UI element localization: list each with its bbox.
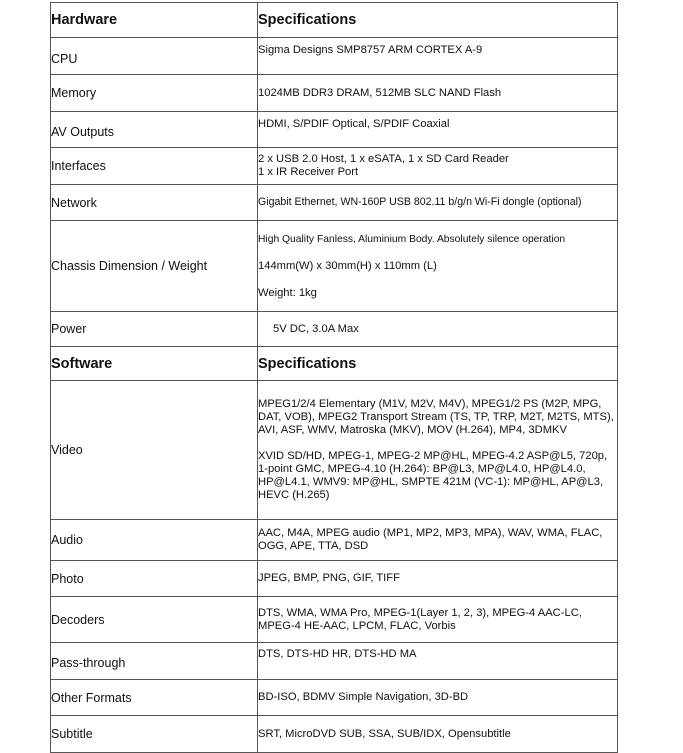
value-line: 1024MB DDR3 DRAM, 512MB SLC NAND Flash <box>258 86 502 99</box>
row-value-network <box>258 185 618 221</box>
table-row <box>51 716 618 753</box>
value-line: HDMI, S/PDIF Optical, S/PDIF Coaxial <box>258 118 450 130</box>
row-value-pass-through <box>258 643 618 680</box>
row-label-network: Network <box>51 185 258 221</box>
row-label-cpu: CPU <box>51 38 258 75</box>
table-row <box>51 312 618 347</box>
software-header-label: Software <box>51 347 258 381</box>
row-label-memory: Memory <box>51 75 258 112</box>
value-line: AAC, M4A, MPEG audio (MP1, MP2, MP3, MPA), WAV, WMA, FLAC, OGG, APE, TTA, DSD <box>258 527 603 552</box>
row-value-video <box>258 381 618 520</box>
value-line: BD-ISO, BDMV Simple Navigation, 3D-BD <box>258 691 469 703</box>
row-value-memory <box>258 75 618 112</box>
table-row <box>51 597 618 643</box>
table-row <box>51 221 618 312</box>
value-line: Gigabit Ethernet, WN-160P USB 802.11 b/g/n Wi-Fi dongle (optional) <box>258 196 582 208</box>
table-row <box>51 680 618 716</box>
row-value-chassis <box>258 221 618 312</box>
row-label-decoders: Decoders <box>51 597 258 643</box>
row-label-pass-through: Pass-through <box>51 643 258 680</box>
value-line: Sigma Designs SMP8757 ARM CORTEX A-9 <box>258 44 483 56</box>
value-line: XVID SD/HD, MPEG-1, MPEG-2 MP@HL, MPEG-4.2 ASP@L5, 720p, 1-point GMC, MPEG-4.10 (H.264): BP@L3, MP@L4.0, HP@L4.0, HP@L4.1, WMV9: MP@HL, SMPTE 421M (VC-1): MP@HL, AP@L3, HEVC (H.265) <box>258 450 608 501</box>
value-line: 144mm(W) x 30mm(H) x 110mm (L) <box>258 259 437 272</box>
table-row <box>51 561 618 597</box>
row-label-power: Power <box>51 312 258 347</box>
software-header-row <box>51 347 618 381</box>
value-line: 5V DC, 3.0A Max <box>273 322 359 335</box>
table-row <box>51 520 618 561</box>
row-label-chassis: Chassis Dimension / Weight <box>51 221 258 312</box>
table-row <box>51 643 618 680</box>
row-value-audio <box>258 520 618 561</box>
value-line: High Quality Fanless, Aluminium Body. Absolutely silence operation <box>258 233 566 245</box>
spec-table <box>50 2 618 753</box>
value-line: MPEG1/2/4 Elementary (M1V, M2V, M4V), MPEG1/2 PS (M2P, MPG, DAT, VOB), MPEG2 Transport Stream (TS, TP, TRP, M2T, M2TS, MTS), AVI, ASF, WMV, Matroska (MKV), MOV (H.264), MP4, 3DMKV <box>258 398 614 436</box>
row-value-cpu <box>258 38 618 75</box>
hardware-header-spec: Specifications <box>258 3 618 38</box>
value-line: SRT, MicroDVD SUB, SSA, SUB/IDX, Opensubtitle <box>258 727 511 740</box>
table-row <box>51 185 618 221</box>
value-line: 2 x USB 2.0 Host, 1 x eSATA, 1 x SD Card Reader <box>258 153 509 165</box>
table-row <box>51 75 618 112</box>
row-value-subtitle <box>258 716 618 753</box>
row-label-video: Video <box>51 381 258 520</box>
table-row <box>51 381 618 520</box>
row-value-av-outputs <box>258 112 618 148</box>
table-row <box>51 112 618 148</box>
row-label-interfaces: Interfaces <box>51 148 258 185</box>
row-value-interfaces <box>258 148 618 185</box>
row-label-av-outputs: AV Outputs <box>51 112 258 148</box>
table-row <box>51 38 618 75</box>
hardware-header-row <box>51 3 618 38</box>
row-value-decoders <box>258 597 618 643</box>
row-value-power <box>258 312 618 347</box>
row-label-other-formats: Other Formats <box>51 680 258 716</box>
value-line: JPEG, BMP, PNG, GIF, TIFF <box>258 572 400 584</box>
row-value-photo <box>258 561 618 597</box>
row-label-audio: Audio <box>51 520 258 561</box>
value-line: DTS, WMA, WMA Pro, MPEG-1(Layer 1, 2, 3), MPEG-4 AAC-LC, MPEG-4 HE-AAC, LPCM, FLAC, Vorbis <box>258 606 582 632</box>
table-row <box>51 148 618 185</box>
row-value-other-formats <box>258 680 618 716</box>
hardware-header-label: Hardware <box>51 3 258 38</box>
value-line: Weight: 1kg <box>258 286 317 299</box>
value-line: 1 x IR Receiver Port <box>258 166 359 178</box>
row-label-subtitle: Subtitle <box>51 716 258 753</box>
value-line: DTS, DTS-HD HR, DTS-HD MA <box>258 648 417 660</box>
row-label-photo: Photo <box>51 561 258 597</box>
software-header-spec: Specifications <box>258 347 618 381</box>
